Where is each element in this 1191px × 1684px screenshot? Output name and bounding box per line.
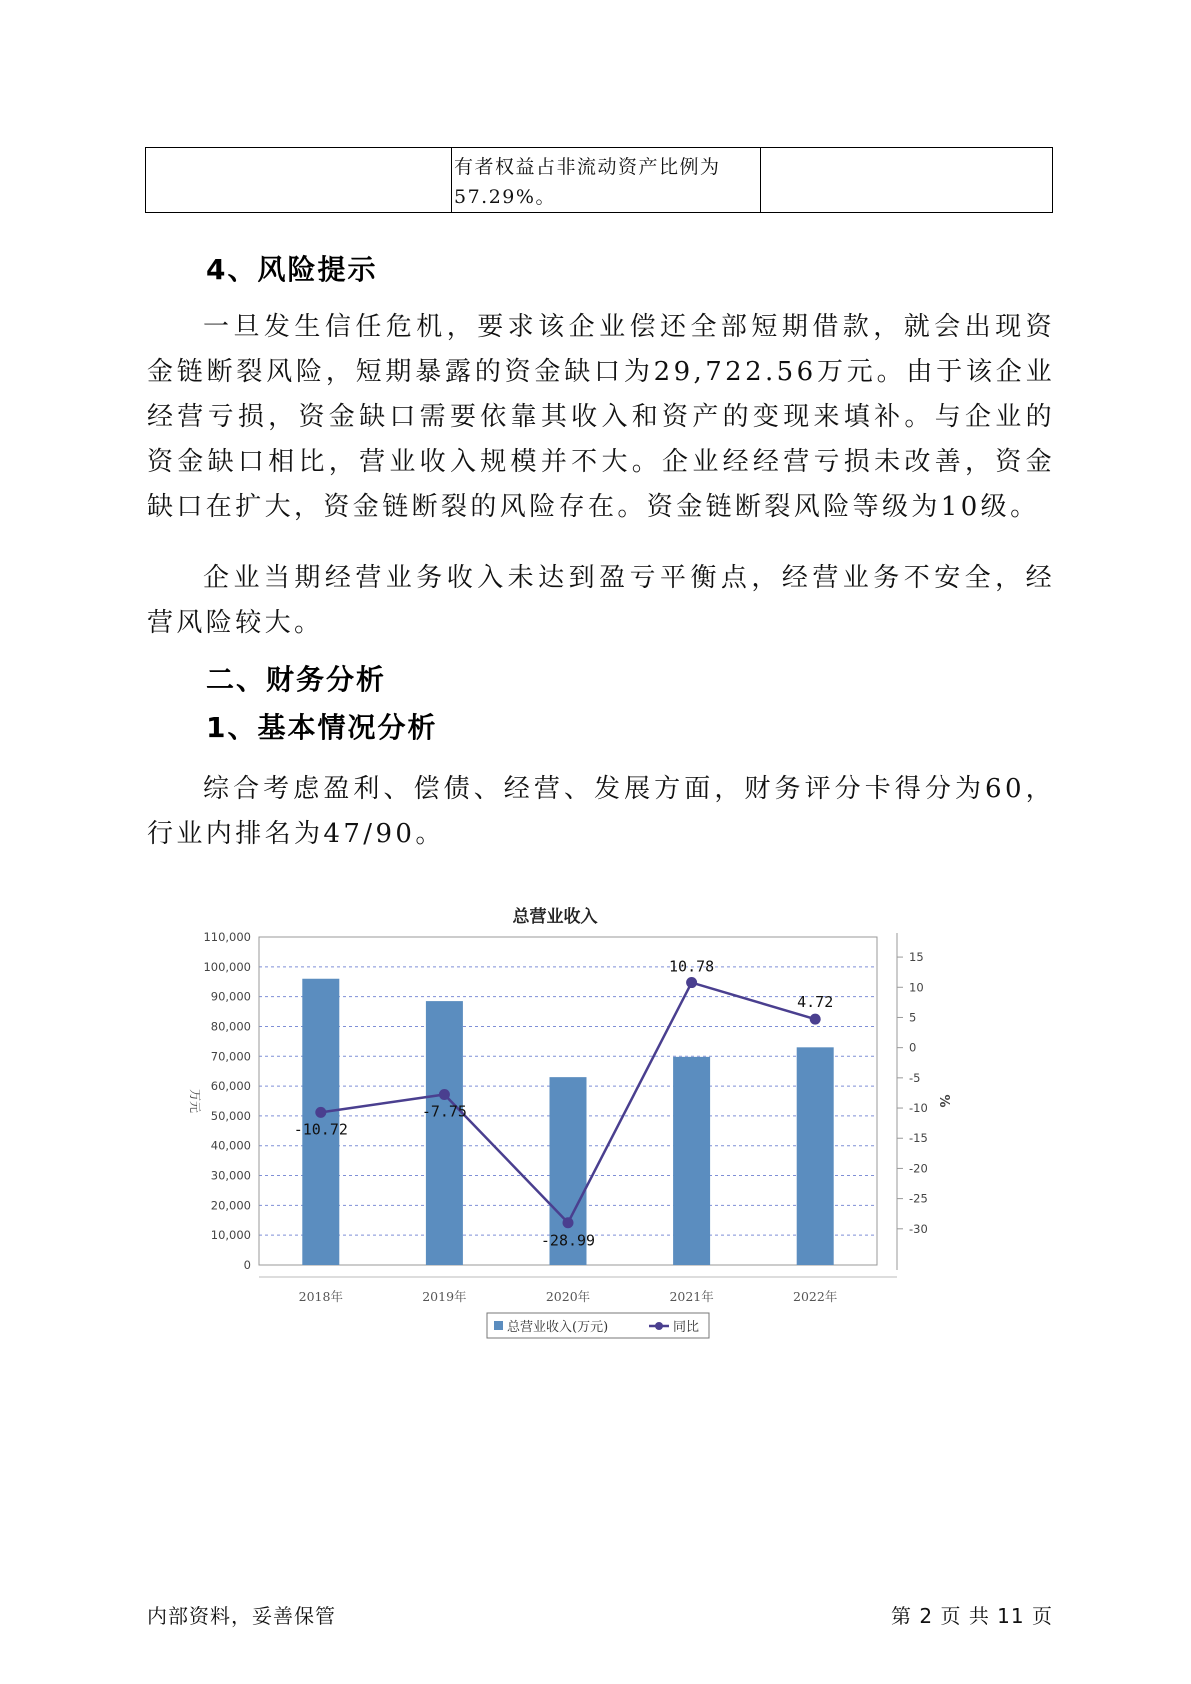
basic-analysis-paragraph: 综合考虑盈利、偿债、经营、发展方面，财务评分卡得分为60，行业内排名为47/90。: [147, 774, 1055, 849]
yoy-point: [439, 1089, 450, 1100]
y-right-tick-label: -10: [909, 1101, 928, 1116]
revenue-chart-svg: [175, 885, 1035, 1345]
y-left-tick-label: 40,000: [210, 1138, 251, 1153]
table-cell: [146, 148, 452, 213]
financial-analysis-heading: 二、财务分析: [206, 663, 387, 696]
chart-title: 总营业收入: [512, 907, 598, 927]
x-tick-label: 2021年: [669, 1289, 714, 1304]
y-left-tick-label: 110,000: [203, 930, 251, 944]
y-right-tick-label: -25: [909, 1191, 928, 1206]
revenue-bar: [797, 1047, 834, 1265]
table-row: [146, 148, 1053, 213]
y-left-tick-label: 80,000: [210, 1019, 251, 1034]
table-cell: [761, 148, 1053, 213]
y-left-tick-label: 50,000: [210, 1108, 251, 1123]
yoy-data-label: -7.75: [421, 1102, 467, 1121]
y-right-axis-title: %: [936, 1094, 951, 1108]
risk-paragraph-2: 企业当期经营业务收入未达到盈亏平衡点，经营业务不安全，经营风险较大。: [147, 563, 1055, 638]
legend-bar-label: 总营业收入(万元): [507, 1320, 609, 1335]
footer-page-number: 第 2 页 共 11 页: [891, 1604, 1053, 1628]
y-right-tick-label: -5: [909, 1070, 921, 1085]
y-left-tick-label: 30,000: [210, 1168, 251, 1183]
yoy-point: [563, 1217, 574, 1228]
y-right-tick-label: -15: [909, 1131, 928, 1146]
x-tick-label: 2022年: [793, 1289, 838, 1304]
legend-line-marker: [655, 1322, 663, 1330]
yoy-point: [315, 1107, 326, 1118]
risk-heading: 4、风险提示: [206, 253, 378, 286]
y-right-tick-label: 5: [909, 1010, 917, 1025]
y-left-tick-label: 0: [243, 1258, 251, 1272]
legend-bar-swatch: [494, 1321, 503, 1330]
yoy-data-label: -28.99: [540, 1231, 596, 1250]
y-right-tick-label: 10: [909, 980, 924, 995]
yoy-point: [810, 1014, 821, 1025]
y-left-axis-title: 万元: [188, 1088, 202, 1114]
y-left-tick-label: 10,000: [210, 1228, 251, 1243]
revenue-chart: [175, 885, 1035, 1345]
yoy-data-label: 4.72: [797, 993, 834, 1012]
table-cell: 有者权益占非流动资产比例为57.29%。: [452, 148, 761, 213]
y-left-tick-label: 100,000: [203, 959, 251, 974]
risk-paragraph-1: 一旦发生信任危机，要求该企业偿还全部短期借款，就会出现资金链断裂风险，短期暴露的资金缺口为29,722.56万元。由于该企业经营亏损，资金缺口需要依靠其收入和资产的变现来填补。与企业的资金缺口相比，营业收入规模并不大。企业经经营亏损未改善，资金缺口在扩大，资金链断裂的风险存在。资金链断裂风险等级为10级。: [147, 312, 1055, 522]
x-tick-label: 2018年: [298, 1289, 343, 1304]
y-right-tick-label: 15: [909, 950, 924, 965]
legend-line-label: 同比: [673, 1320, 700, 1335]
revenue-bar: [426, 1001, 463, 1265]
y-right-tick-label: -20: [909, 1161, 928, 1176]
revenue-bar: [673, 1057, 710, 1265]
y-left-tick-label: 70,000: [210, 1049, 251, 1064]
summary-table: [145, 147, 1053, 213]
footer-confidential: 内部资料，妥善保管: [147, 1604, 336, 1628]
yoy-data-label: -10.72: [293, 1120, 348, 1139]
yoy-data-label: 10.78: [669, 957, 715, 976]
x-tick-label: 2020年: [545, 1289, 591, 1304]
y-left-tick-label: 20,000: [210, 1198, 251, 1213]
y-right-tick-label: 0: [909, 1040, 917, 1055]
yoy-point: [686, 977, 697, 988]
y-right-tick-label: -30: [909, 1221, 928, 1236]
basic-analysis-heading: 1、基本情况分析: [206, 711, 438, 744]
y-left-tick-label: 90,000: [210, 989, 251, 1004]
x-tick-label: 2019年: [422, 1289, 467, 1304]
y-left-tick-label: 60,000: [210, 1079, 251, 1094]
